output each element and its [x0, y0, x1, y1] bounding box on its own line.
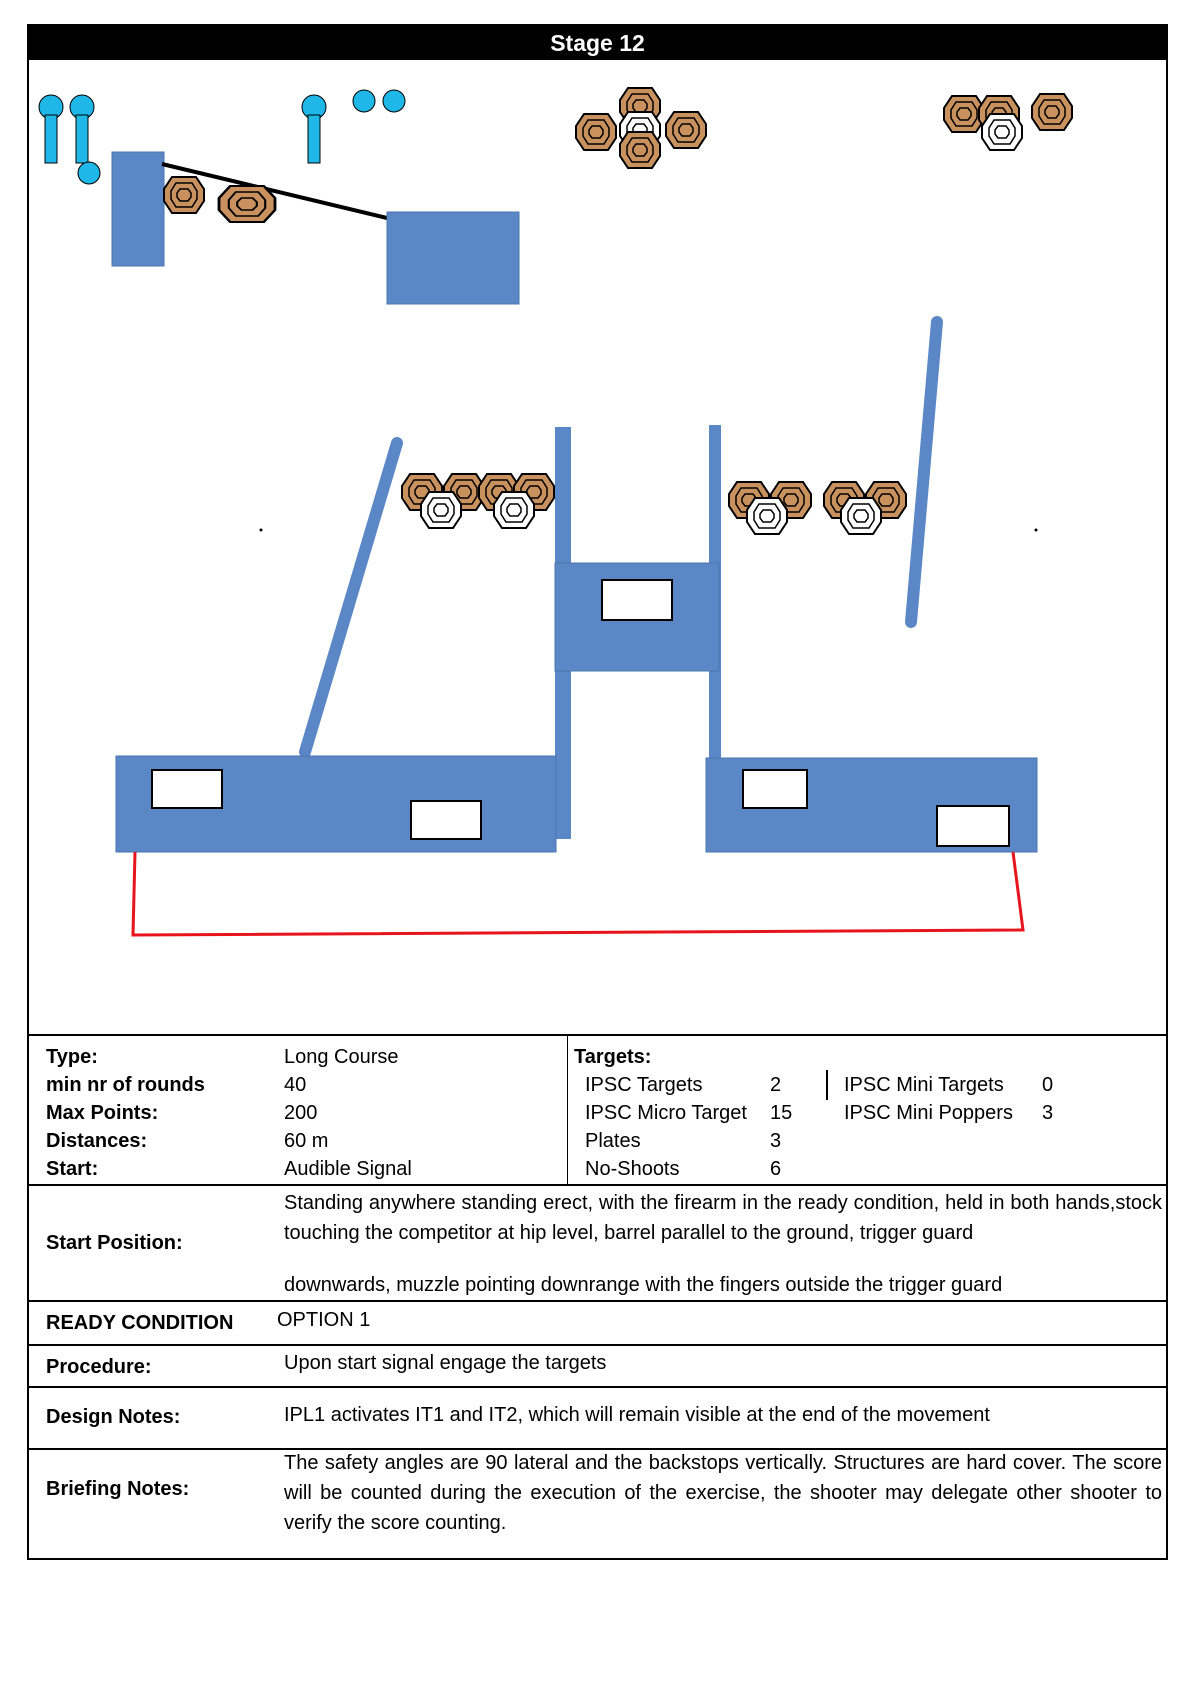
target-type-label: IPSC Micro Target	[585, 1102, 747, 1124]
target-type-label: Plates	[585, 1130, 641, 1152]
wall	[305, 443, 397, 752]
plate	[78, 162, 100, 184]
fault-line	[133, 852, 1023, 935]
no-shoot	[747, 498, 787, 534]
no-shoot	[421, 492, 461, 528]
column-divider	[567, 1036, 568, 1184]
type-label: Type:	[46, 1046, 98, 1068]
target-type-count: 6	[770, 1158, 782, 1180]
start-position-text-2: downwards, muzzle pointing downrange with the fingers outside the trigger guard	[284, 1274, 1003, 1296]
plate	[353, 90, 375, 112]
micro-target	[666, 112, 706, 148]
micro-target	[1032, 94, 1072, 130]
mini-popper	[302, 95, 326, 163]
type-value: Long Course	[284, 1046, 399, 1068]
target-type-count: 15	[770, 1102, 793, 1124]
stage-title: Stage 12	[29, 26, 1166, 60]
start-position-label: Start Position:	[46, 1232, 183, 1254]
port	[152, 770, 222, 808]
marker-dot	[1035, 529, 1038, 532]
port	[937, 806, 1009, 846]
plate	[383, 90, 405, 112]
micro-target	[576, 114, 616, 150]
target-type-count: 0	[1042, 1074, 1054, 1096]
target-type-count: 3	[1042, 1102, 1054, 1124]
port	[743, 770, 807, 808]
distances-label: Distances:	[46, 1130, 148, 1152]
points-label: Max Points:	[46, 1102, 159, 1124]
ipsc-target	[164, 177, 204, 213]
rounds-label: min nr of rounds	[46, 1074, 205, 1096]
target-type-count: 2	[770, 1074, 782, 1096]
mini-popper	[70, 95, 94, 163]
briefing-notes-label: Briefing Notes:	[46, 1478, 190, 1500]
wall	[112, 152, 164, 266]
start-position-row	[29, 1184, 1166, 1300]
micro-target	[620, 132, 660, 168]
points-value: 200	[284, 1102, 318, 1124]
briefing-notes-row	[29, 1448, 1166, 1558]
briefing-notes-value: The safety angles are 90 lateral and the backstops vertically. Structures are hard cover. The score will be counted during the execution of the exercise, the shooter may delegate other shooter to verify the score counting.	[284, 1452, 1162, 1534]
ready-condition-value: OPTION 1	[277, 1309, 371, 1331]
start-position-text-1: Standing anywhere standing erect, with the firearm in the ready condition, held in both hands,stock touching the competitor at hip level, barrel parallel to the ground, trigger guard	[284, 1192, 1162, 1244]
distances-value: 60 m	[284, 1130, 329, 1152]
targets-heading: Targets:	[574, 1046, 652, 1068]
ready-condition-row	[29, 1300, 1166, 1344]
stage-diagram	[29, 60, 1166, 1034]
port	[411, 801, 481, 839]
mini-popper	[39, 95, 63, 163]
target-type-count: 3	[770, 1130, 782, 1152]
start-value: Audible Signal	[284, 1158, 412, 1180]
no-shoot	[982, 114, 1022, 150]
marker-dot	[260, 529, 263, 532]
summary-row	[29, 1034, 1166, 1184]
wall	[387, 212, 519, 304]
ready-condition-label: READY CONDITION	[46, 1312, 234, 1334]
design-notes-value: IPL1 activates IT1 and IT2, which will remain visible at the end of the movement	[284, 1404, 990, 1426]
target-type-label: IPSC Mini Poppers	[844, 1102, 1013, 1124]
stage-sheet	[27, 24, 1168, 1560]
design-notes-label: Design Notes:	[46, 1406, 181, 1428]
wall	[911, 322, 937, 622]
targets-divider	[826, 1070, 828, 1100]
design-notes-row	[29, 1386, 1166, 1448]
procedure-row	[29, 1344, 1166, 1386]
start-label: Start:	[46, 1158, 99, 1180]
ipsc-target	[219, 186, 275, 222]
target-type-label: IPSC Targets	[585, 1074, 703, 1096]
port	[602, 580, 672, 620]
no-shoot	[494, 492, 534, 528]
target-type-label: No-Shoots	[585, 1158, 680, 1180]
procedure-label: Procedure:	[46, 1356, 152, 1378]
procedure-value: Upon start signal engage the targets	[284, 1352, 607, 1374]
no-shoot	[841, 498, 881, 534]
target-type-label: IPSC Mini Targets	[844, 1074, 1004, 1096]
rounds-value: 40	[284, 1074, 307, 1096]
